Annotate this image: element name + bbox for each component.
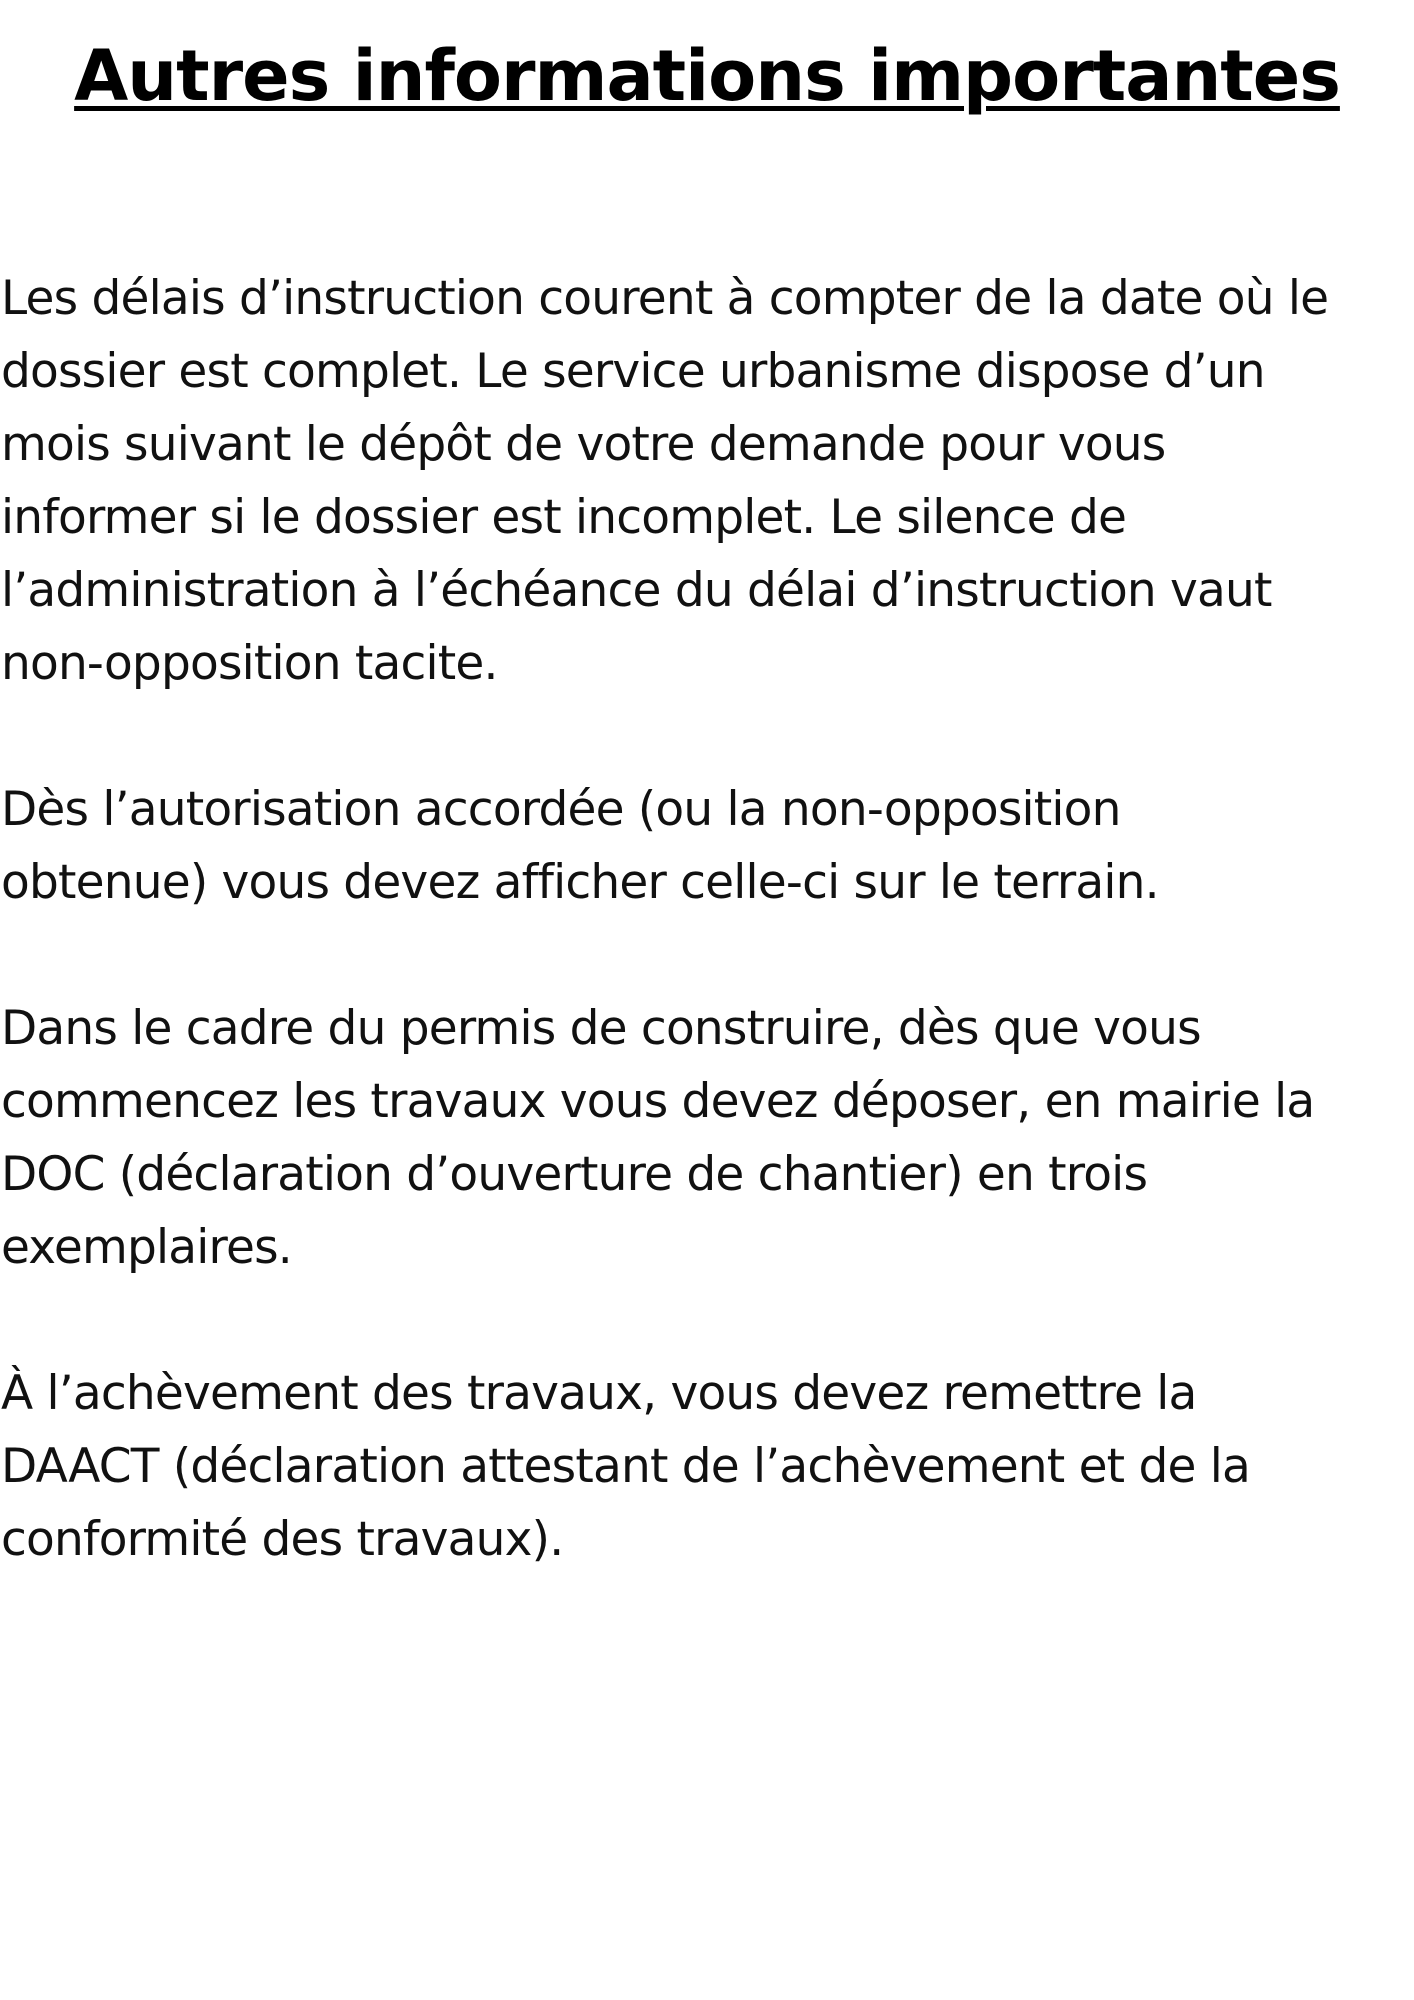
- paragraph-line: informer si le dossier est incomplet. Le silence de: [1, 490, 1127, 545]
- paragraph-line: exemplaires.: [1, 1220, 292, 1275]
- paragraph-authorization-display: [1, 773, 1411, 919]
- paragraph-line: Dans le cadre du permis de construire, dès que vous: [1, 1001, 1201, 1056]
- paragraph-instruction-delays: [1, 262, 1411, 700]
- paragraph-line: DOC (déclaration d’ouverture de chantier) en trois: [1, 1147, 1148, 1202]
- paragraph-line: dossier est complet. Le service urbanisme dispose d’un: [1, 344, 1265, 399]
- paragraph-line: l’administration à l’échéance du délai d’instruction vaut: [1, 563, 1272, 618]
- paragraph-line: DAACT (déclaration attestant de l’achèvement et de la: [1, 1439, 1250, 1494]
- paragraph-line: conformité des travaux).: [1, 1512, 564, 1567]
- paragraph-line: À l’achèvement des travaux, vous devez remettre la: [1, 1366, 1197, 1421]
- body-text: [1, 262, 1411, 1649]
- paragraph-line: commencez les travaux vous devez déposer, en mairie la: [1, 1074, 1315, 1129]
- page-title: Autres informations importantes: [74, 35, 1340, 117]
- paragraph-line: mois suivant le dépôt de votre demande pour vous: [1, 417, 1166, 472]
- paragraph-daact-declaration: [1, 1357, 1411, 1576]
- paragraph-line: non-opposition tacite.: [1, 636, 498, 691]
- paragraph-line: obtenue) vous devez afficher celle-ci sur le terrain.: [1, 855, 1159, 910]
- paragraph-doc-declaration: [1, 992, 1411, 1284]
- paragraph-line: Dès l’autorisation accordée (ou la non-opposition: [1, 782, 1121, 837]
- paragraph-line: Les délais d’instruction courent à compter de la date où le: [1, 271, 1329, 326]
